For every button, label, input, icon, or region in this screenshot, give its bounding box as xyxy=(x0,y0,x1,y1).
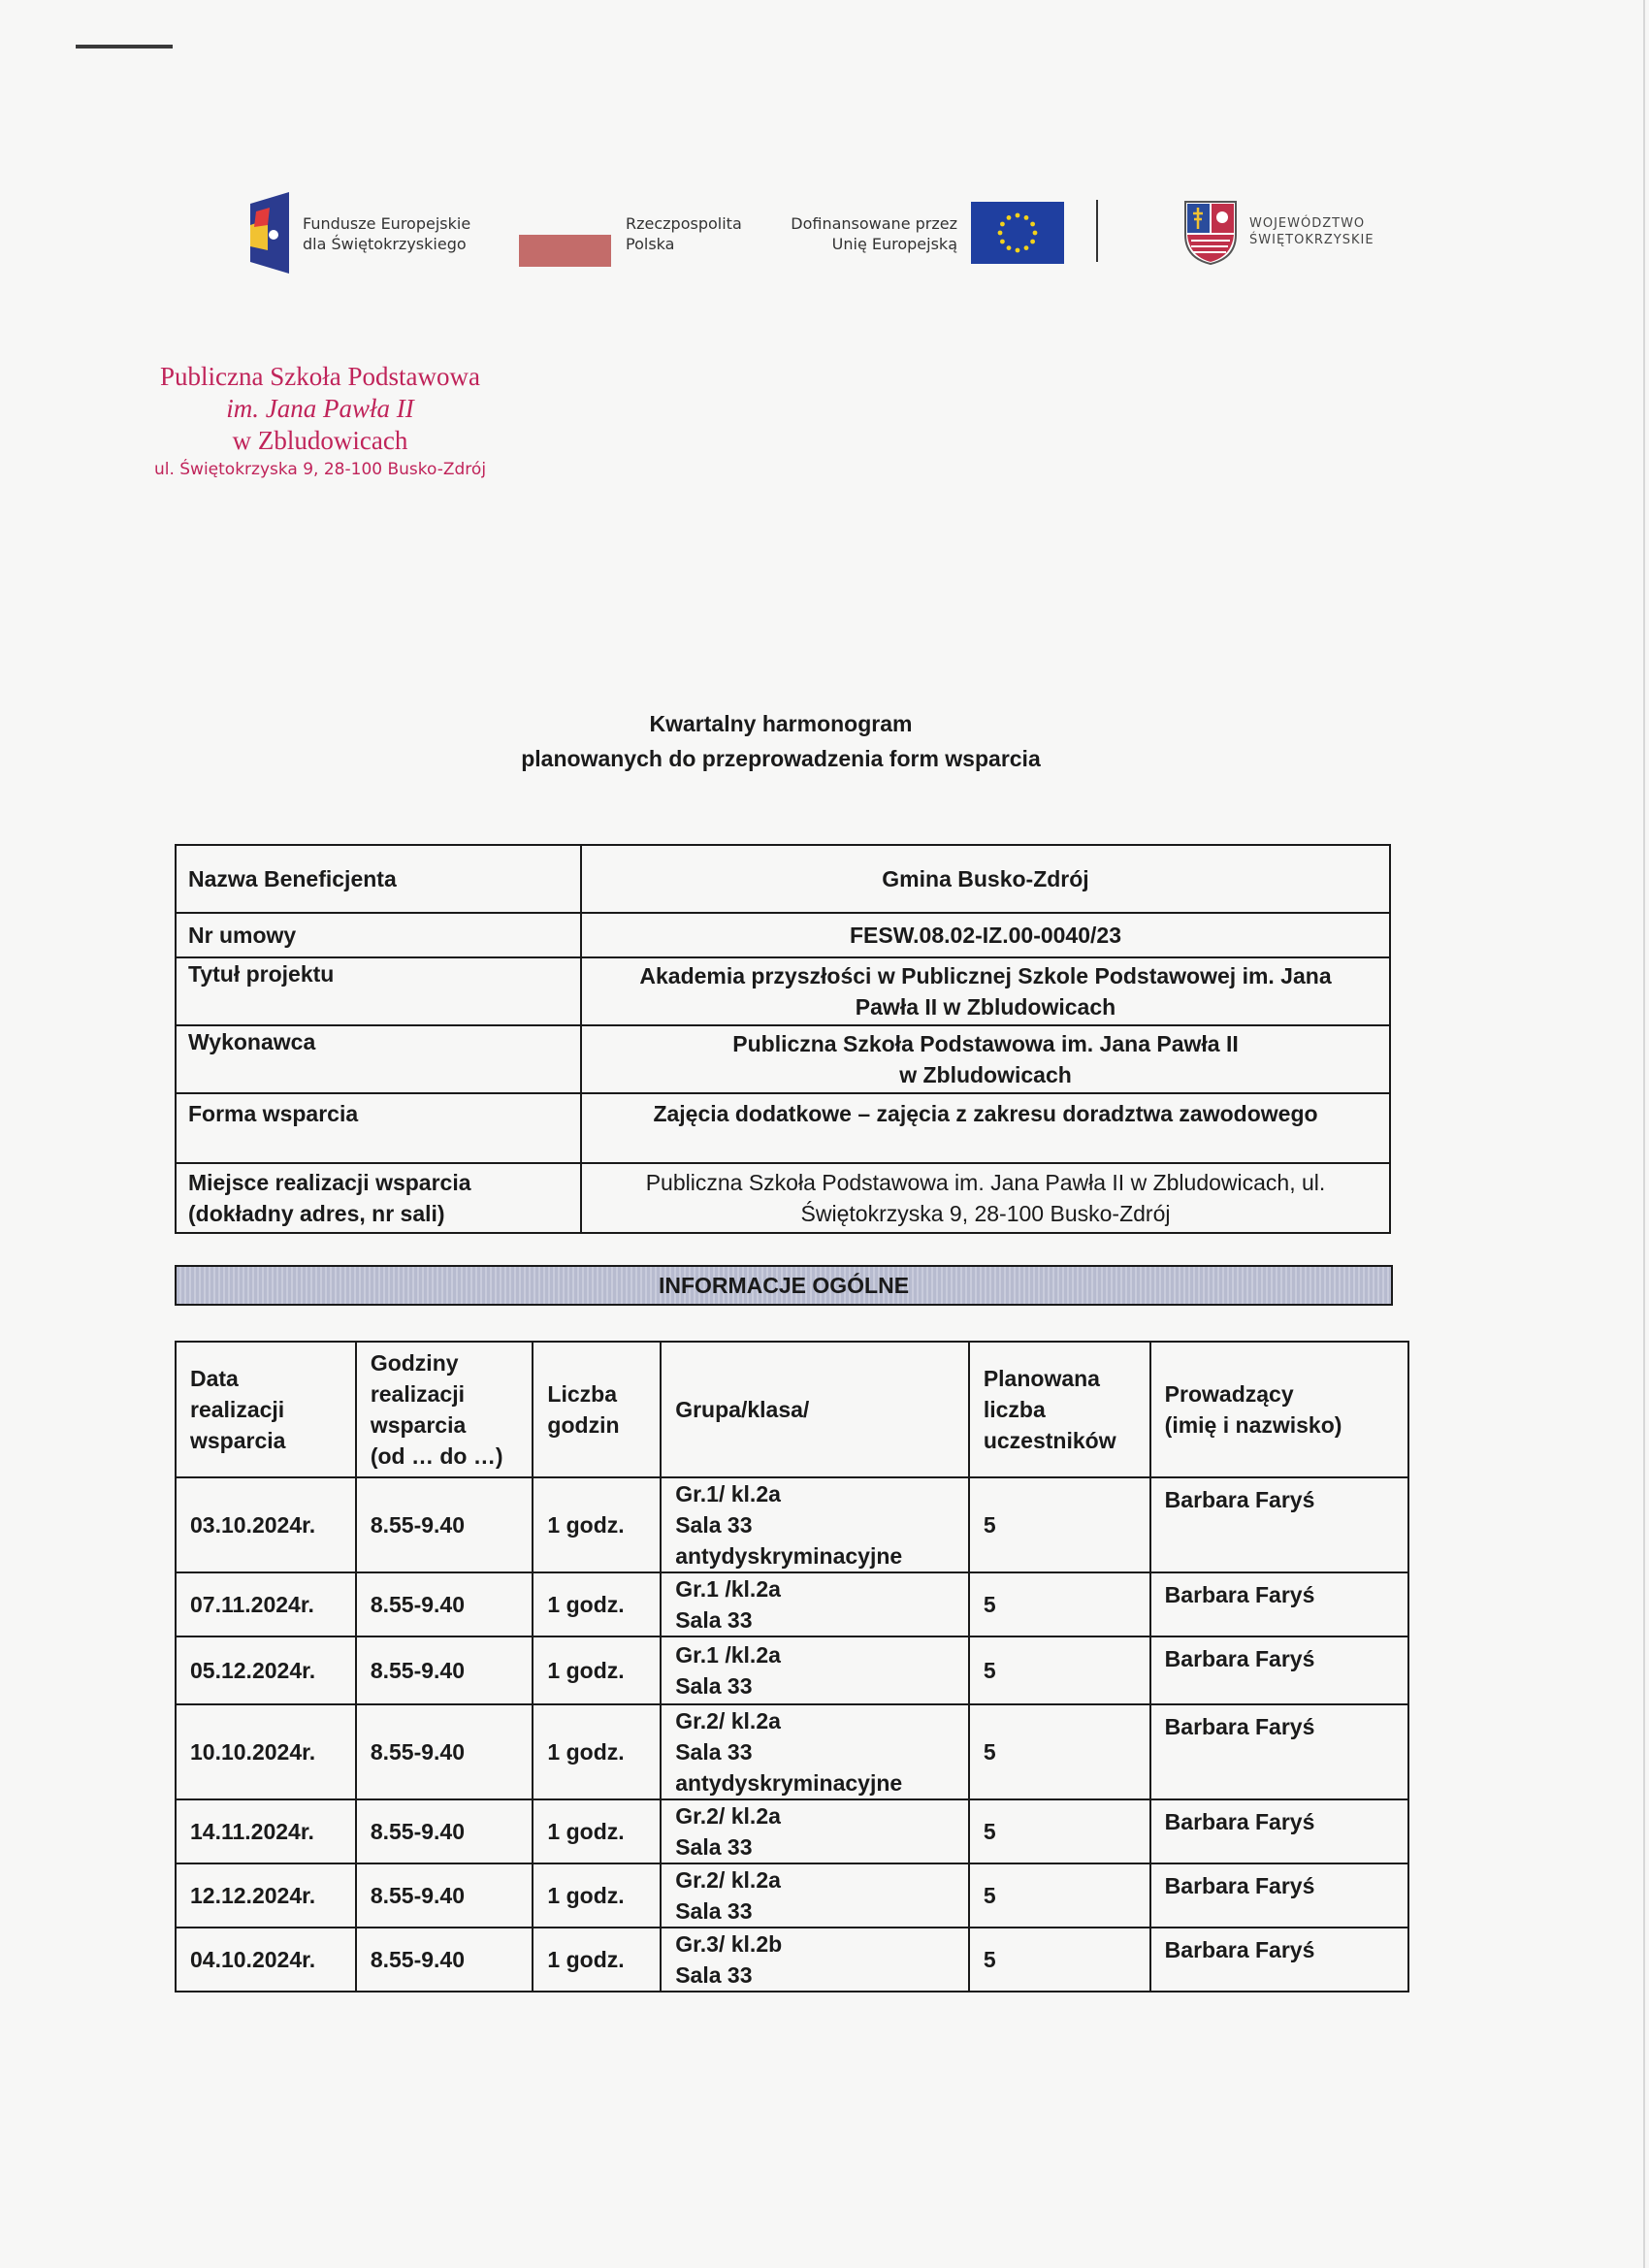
table-row xyxy=(176,1928,1408,1992)
header-date-line: Data xyxy=(190,1366,239,1391)
cell-participants: 5 xyxy=(969,1799,1150,1863)
logo-bar xyxy=(242,192,1377,274)
cell-group-line: Sala 33 xyxy=(675,1834,753,1860)
cell-group-line: Sala 33 xyxy=(675,1512,753,1538)
header-hours-line: realizacji xyxy=(370,1381,465,1407)
cell-date: 10.10.2024r. xyxy=(176,1704,356,1799)
umowa-label: Nr umowy xyxy=(176,913,581,957)
forma-label: Forma wsparcia xyxy=(176,1093,581,1163)
miejsce-value-line1: Publiczna Szkoła Podstawowa im. Jana Pawła II w Zbludowicach, ul. xyxy=(645,1170,1326,1195)
beneficjent-label: Nazwa Beneficjenta xyxy=(176,845,581,913)
cell-date: 04.10.2024r. xyxy=(176,1928,356,1992)
info-row-beneficjent xyxy=(176,845,1390,913)
cell-group-line: Gr.2/ kl.2a xyxy=(675,1867,781,1893)
header-count-line: godzin xyxy=(547,1412,620,1438)
cell-hours: 8.55-9.40 xyxy=(356,1928,534,1992)
miejsce-value xyxy=(581,1163,1390,1233)
cell-participants: 5 xyxy=(969,1863,1150,1928)
cell-group xyxy=(661,1863,969,1928)
cell-leader: Barbara Faryś xyxy=(1150,1799,1408,1863)
scan-edge xyxy=(1643,0,1645,2268)
schedule-table xyxy=(175,1341,1409,1993)
logo-divider xyxy=(1096,200,1098,262)
header-hours-line: Godziny xyxy=(370,1350,459,1376)
header-group xyxy=(661,1342,969,1477)
cell-group xyxy=(661,1704,969,1799)
cell-group-line: antydyskryminacyjne xyxy=(675,1770,903,1796)
document-title xyxy=(388,706,1174,776)
cell-participants: 5 xyxy=(969,1477,1150,1572)
cell-count: 1 godz. xyxy=(533,1636,661,1704)
fundusze-europejskie-logo xyxy=(242,192,485,274)
rp-line2: Polska xyxy=(626,235,675,253)
cell-leader: Barbara Faryś xyxy=(1150,1477,1408,1572)
header-hours-line: (od … do …) xyxy=(370,1443,503,1469)
cell-group-line: Gr.1 /kl.2a xyxy=(675,1576,781,1602)
cell-group xyxy=(661,1636,969,1704)
cell-count: 1 godz. xyxy=(533,1799,661,1863)
umowa-value: FESW.08.02-IZ.00-0040/23 xyxy=(581,913,1390,957)
header-date-line: realizacji xyxy=(190,1397,285,1422)
cell-count: 1 godz. xyxy=(533,1928,661,1992)
wykonawca-label: Wykonawca xyxy=(176,1025,581,1093)
wykonawca-value-line2: w Zbludowicach xyxy=(899,1062,1072,1087)
info-row-tytul xyxy=(176,957,1390,1025)
eu-line2: Unię Europejską xyxy=(831,235,957,253)
cell-group xyxy=(661,1928,969,1992)
table-row xyxy=(176,1636,1408,1704)
miejsce-label xyxy=(176,1163,581,1233)
header-count-line: Liczba xyxy=(547,1381,617,1407)
tytul-label: Tytuł projektu xyxy=(176,957,581,1025)
cell-group-line: Sala 33 xyxy=(675,1673,753,1699)
cell-count: 1 godz. xyxy=(533,1863,661,1928)
school-address: ul. Świętokrzyska 9, 28-100 Busko-Zdrój xyxy=(153,460,487,479)
cell-leader: Barbara Faryś xyxy=(1150,1636,1408,1704)
cell-group-line: Gr.3/ kl.2b xyxy=(675,1931,783,1957)
section-banner: INFORMACJE OGÓLNE xyxy=(175,1265,1393,1306)
cell-group-line: antydyskryminacyjne xyxy=(675,1543,903,1569)
header-count xyxy=(533,1342,661,1477)
cell-group-line: Sala 33 xyxy=(675,1739,753,1765)
schedule-header-row xyxy=(176,1342,1408,1477)
rp-line1: Rzeczpospolita xyxy=(626,214,742,233)
cell-group-line: Gr.1/ kl.2a xyxy=(675,1481,781,1507)
cell-hours: 8.55-9.40 xyxy=(356,1636,534,1704)
cell-group-line: Gr.2/ kl.2a xyxy=(675,1708,781,1733)
sw-line1: WOJEWÓDZTWO xyxy=(1249,216,1366,231)
tytul-value-line2: Pawła II w Zbludowicach xyxy=(855,994,1116,1020)
cell-participants: 5 xyxy=(969,1572,1150,1636)
cell-participants: 5 xyxy=(969,1636,1150,1704)
tytul-value-line1: Akademia przyszłości w Publicznej Szkole Podstawowej im. Jana xyxy=(639,963,1332,988)
header-date-line: wsparcia xyxy=(190,1428,286,1453)
cell-participants: 5 xyxy=(969,1704,1150,1799)
header-group-line: Grupa/klasa/ xyxy=(675,1397,810,1422)
cell-hours: 8.55-9.40 xyxy=(356,1477,534,1572)
cell-count: 1 godz. xyxy=(533,1704,661,1799)
beneficjent-value: Gmina Busko-Zdrój xyxy=(581,845,1390,913)
cell-group-line: Sala 33 xyxy=(675,1962,753,1988)
cell-group-line: Gr.2/ kl.2a xyxy=(675,1803,781,1829)
table-row xyxy=(176,1799,1408,1863)
school-name: Publiczna Szkoła Podstawowa xyxy=(160,362,480,391)
cell-date: 07.11.2024r. xyxy=(176,1572,356,1636)
title-line1: Kwartalny harmonogram xyxy=(649,711,913,736)
cell-count: 1 godz. xyxy=(533,1572,661,1636)
cell-participants: 5 xyxy=(969,1928,1150,1992)
cell-group-line: Sala 33 xyxy=(675,1607,753,1633)
cell-group xyxy=(661,1799,969,1863)
forma-value: Zajęcia dodatkowe – zajęcia z zakresu doradztwa zawodowego xyxy=(581,1093,1390,1163)
tytul-value xyxy=(581,957,1390,1025)
table-row xyxy=(176,1863,1408,1928)
swietokrzyskie-crest-icon xyxy=(1183,200,1238,266)
cell-group-line: Sala 33 xyxy=(675,1898,753,1924)
cell-group-line: Gr.1 /kl.2a xyxy=(675,1642,781,1668)
miejsce-value-line2: Świętokrzyska 9, 28-100 Busko-Zdrój xyxy=(800,1201,1171,1226)
cell-group xyxy=(661,1572,969,1636)
cell-count: 1 godz. xyxy=(533,1477,661,1572)
miejsce-label-line1: Miejsce realizacji wsparcia xyxy=(188,1170,471,1195)
cell-hours: 8.55-9.40 xyxy=(356,1799,534,1863)
cell-date: 03.10.2024r. xyxy=(176,1477,356,1572)
cell-leader: Barbara Faryś xyxy=(1150,1572,1408,1636)
wykonawca-value-line1: Publiczna Szkoła Podstawowa im. Jana Pawła II xyxy=(732,1031,1239,1056)
header-participants-line: uczestników xyxy=(983,1428,1116,1453)
title-line2: planowanych do przeprowadzenia form wsparcia xyxy=(521,746,1041,771)
info-row-wykonawca xyxy=(176,1025,1390,1093)
info-row-miejsce xyxy=(176,1163,1390,1233)
table-row xyxy=(176,1704,1408,1799)
info-row-umowa xyxy=(176,913,1390,957)
header-hours xyxy=(356,1342,534,1477)
cell-hours: 8.55-9.40 xyxy=(356,1572,534,1636)
cell-hours: 8.55-9.40 xyxy=(356,1863,534,1928)
cell-leader: Barbara Faryś xyxy=(1150,1863,1408,1928)
fe-line2: dla Świętokrzyskiego xyxy=(303,235,467,253)
header-leader-line: (imię i nazwisko) xyxy=(1164,1412,1342,1438)
project-info-table xyxy=(175,844,1391,1234)
fe-flag-icon xyxy=(246,192,295,274)
rzeczpospolita-logo xyxy=(519,192,752,274)
school-patron: im. Jana Pawła II xyxy=(226,394,414,423)
header-leader-line: Prowadzący xyxy=(1164,1381,1294,1407)
scan-mark xyxy=(76,45,173,49)
header-leader xyxy=(1150,1342,1408,1477)
header-participants xyxy=(969,1342,1150,1477)
table-row xyxy=(176,1477,1408,1572)
cell-group xyxy=(661,1477,969,1572)
eu-flag-icon xyxy=(971,202,1064,264)
sw-line2: ŚWIĘTOKRZYSKIE xyxy=(1249,233,1374,247)
header-date xyxy=(176,1342,356,1477)
eu-line1: Dofinansowane przez xyxy=(791,214,957,233)
cell-leader: Barbara Faryś xyxy=(1150,1928,1408,1992)
school-location: w Zbludowicach xyxy=(232,426,408,455)
eu-logo xyxy=(781,192,1101,274)
polish-flag-icon xyxy=(519,235,611,267)
info-row-forma xyxy=(176,1093,1390,1163)
cell-leader: Barbara Faryś xyxy=(1150,1704,1408,1799)
cell-date: 14.11.2024r. xyxy=(176,1799,356,1863)
cell-hours: 8.55-9.40 xyxy=(356,1704,534,1799)
header-participants-line: Planowana xyxy=(983,1366,1100,1391)
wykonawca-value xyxy=(581,1025,1390,1093)
schedule-body xyxy=(176,1477,1408,1992)
header-participants-line: liczba xyxy=(983,1397,1046,1422)
table-row xyxy=(176,1572,1408,1636)
fe-line1: Fundusze Europejskie xyxy=(303,214,471,233)
header-hours-line: wsparcia xyxy=(370,1412,467,1438)
school-stamp xyxy=(136,361,504,482)
cell-date: 05.12.2024r. xyxy=(176,1636,356,1704)
miejsce-label-line2: (dokładny adres, nr sali) xyxy=(188,1201,445,1226)
wojewodztwo-logo xyxy=(1183,192,1387,274)
cell-date: 12.12.2024r. xyxy=(176,1863,356,1928)
